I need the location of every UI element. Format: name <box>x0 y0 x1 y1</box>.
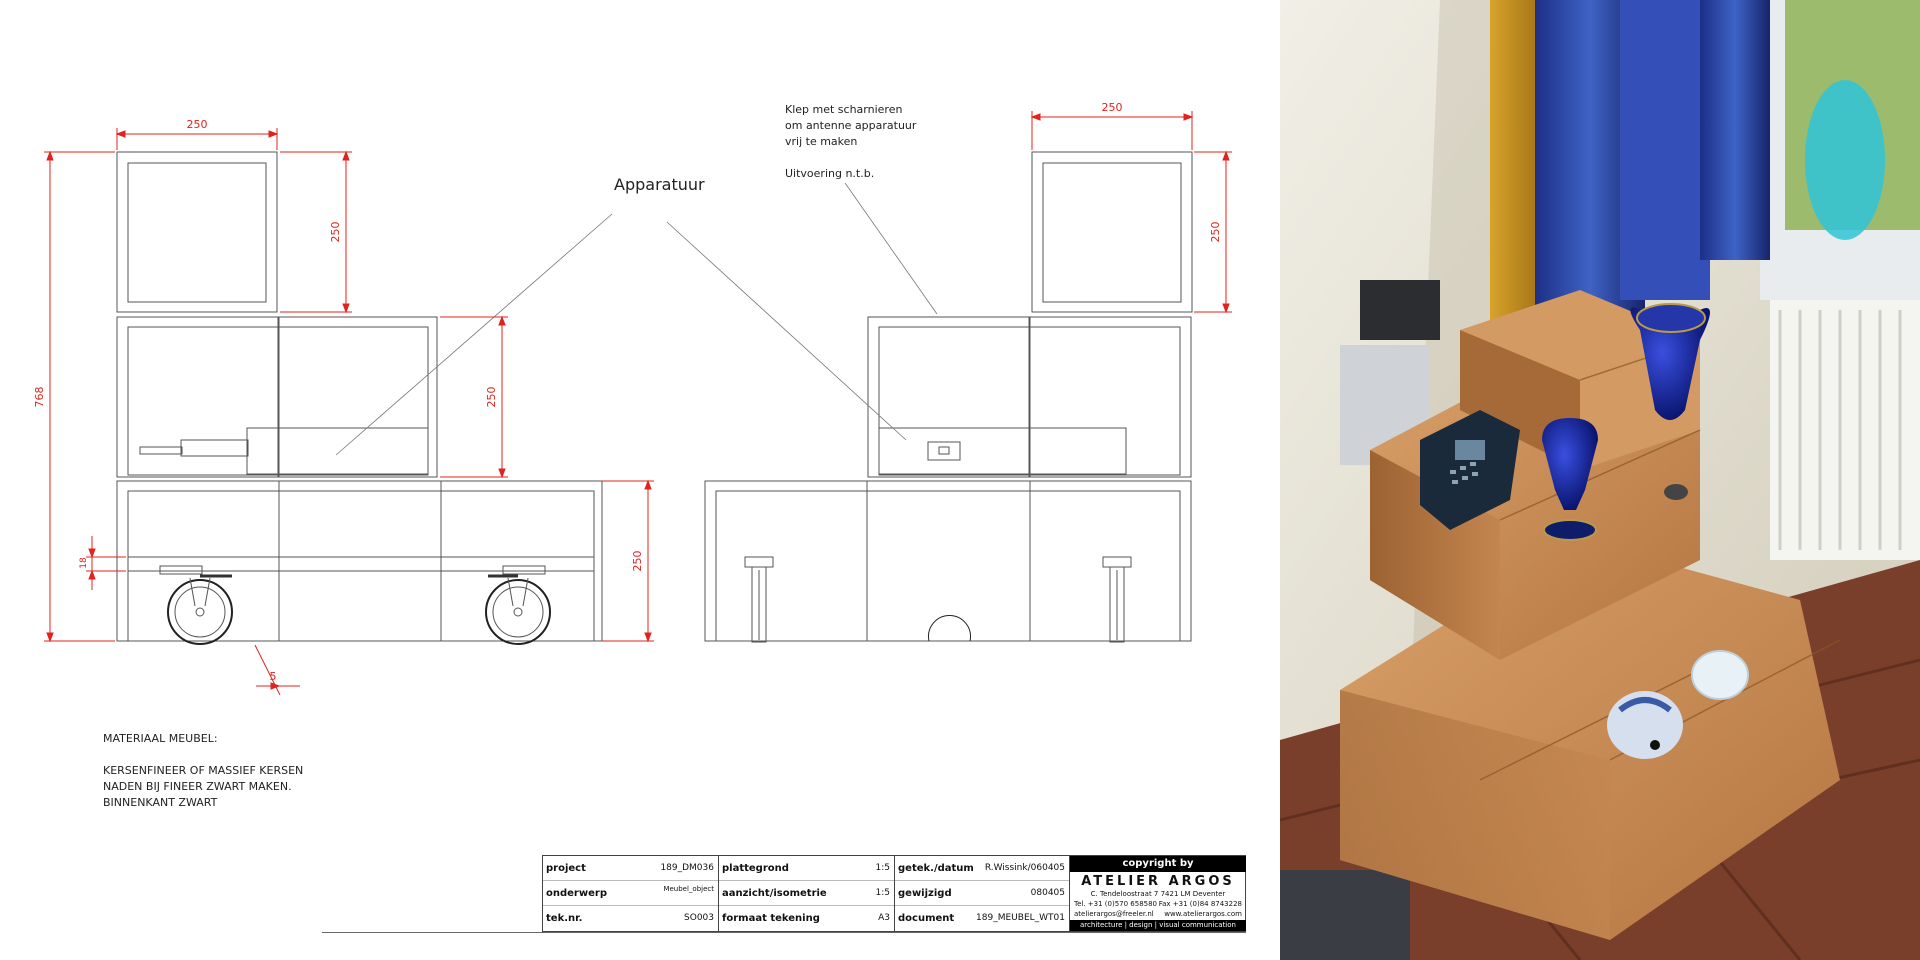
title-row <box>719 881 894 906</box>
title-block-col-project <box>543 856 719 931</box>
tb-value: 189_MEUBEL_WT01 <box>976 913 1065 923</box>
bottom-rule <box>322 932 1246 933</box>
tb-value: SO003 <box>684 913 714 923</box>
company-fax: Fax +31 (0)84 8743228 <box>1158 900 1242 908</box>
copyright-label: copyright by <box>1070 856 1246 872</box>
tb-value: Meubel_object <box>663 885 714 893</box>
tb-value: R.Wissink/060405 <box>984 863 1065 873</box>
hinge-note <box>785 102 916 182</box>
material-line: NADEN BIJ FINEER ZWART MAKEN. <box>103 780 292 793</box>
hinge-note-line: om antenne apparatuur <box>785 119 917 132</box>
tb-value: 080405 <box>1030 888 1065 898</box>
tb-key: onderwerp <box>546 888 607 899</box>
dim-left-top-width: 250 <box>186 118 208 131</box>
dim-left-mid-height: 250 <box>485 386 498 408</box>
tb-value: 1:5 <box>875 888 890 898</box>
caster-wheel-left <box>160 566 232 644</box>
tb-key: formaat tekening <box>722 913 820 924</box>
company-name: ATELIER ARGOS <box>1081 874 1235 889</box>
hinge-note-line: vrij te maken <box>785 135 858 148</box>
tb-value: 189_DM036 <box>660 863 714 873</box>
tb-key: document <box>898 913 955 924</box>
tb-value: 1:5 <box>875 863 890 873</box>
dim-right-top-height: 250 <box>1209 221 1222 243</box>
title-block-col-scale <box>719 856 895 931</box>
execution-note: Uitvoering n.t.b. <box>785 167 875 180</box>
title-row <box>719 856 894 881</box>
hinge-note-line: Klep met scharnieren <box>785 103 903 116</box>
company-address: C. Tendeloostraat 7 7421 LM Deventer <box>1090 890 1226 898</box>
company-phone: Tel. +31 (0)570 658580 <box>1074 900 1158 908</box>
title-row <box>543 881 718 906</box>
title-row <box>895 906 1069 931</box>
tb-key: project <box>546 863 586 874</box>
dim-offset: 5 <box>269 670 277 683</box>
title-row <box>543 856 718 881</box>
title-block-col-author <box>895 856 1070 931</box>
material-line: BINNENKANT ZWART <box>103 796 218 809</box>
company-website: www.atelierargos.com <box>1164 910 1242 918</box>
title-row <box>895 856 1069 881</box>
tb-key: plattegrond <box>722 863 789 874</box>
tb-key: aanzicht/isometrie <box>722 888 827 899</box>
dim-left-top-height: 250 <box>329 221 342 243</box>
title-row <box>719 906 894 931</box>
dim-right-top-width: 250 <box>1101 101 1123 114</box>
dim-left-total-height: 768 <box>33 386 46 408</box>
company-tagline: architecture | design | visual communication <box>1070 920 1246 931</box>
tb-key: gewijzigd <box>898 888 952 899</box>
title-row <box>895 881 1069 906</box>
dim-shelf-thickness: 18 <box>79 557 89 569</box>
glass-owl-icon <box>1607 691 1683 759</box>
caster-wheel-right <box>486 566 550 644</box>
right-elevation <box>705 152 1192 642</box>
tb-key: getek./datum <box>898 863 974 874</box>
material-note <box>103 731 303 811</box>
tb-key: tek.nr. <box>546 913 583 924</box>
title-row <box>543 906 718 931</box>
material-line: KERSENFINEER OF MASSIEF KERSEN <box>103 764 304 777</box>
company-logo-block <box>1070 856 1246 931</box>
material-title: MATERIAAL MEUBEL: <box>103 732 218 745</box>
apparatuur-callout: Apparatuur <box>614 175 705 194</box>
tb-value: A3 <box>878 913 890 923</box>
dim-center-base-height: 250 <box>631 550 644 572</box>
leader-lines <box>336 183 937 455</box>
title-block <box>542 855 1246 932</box>
company-email: atelierargos@freeler.nl <box>1074 910 1154 918</box>
left-elevation <box>117 152 602 644</box>
furniture-photo <box>1280 0 1920 960</box>
dimension-lines <box>44 111 1232 695</box>
furniture-photo-illustration <box>1280 0 1920 960</box>
